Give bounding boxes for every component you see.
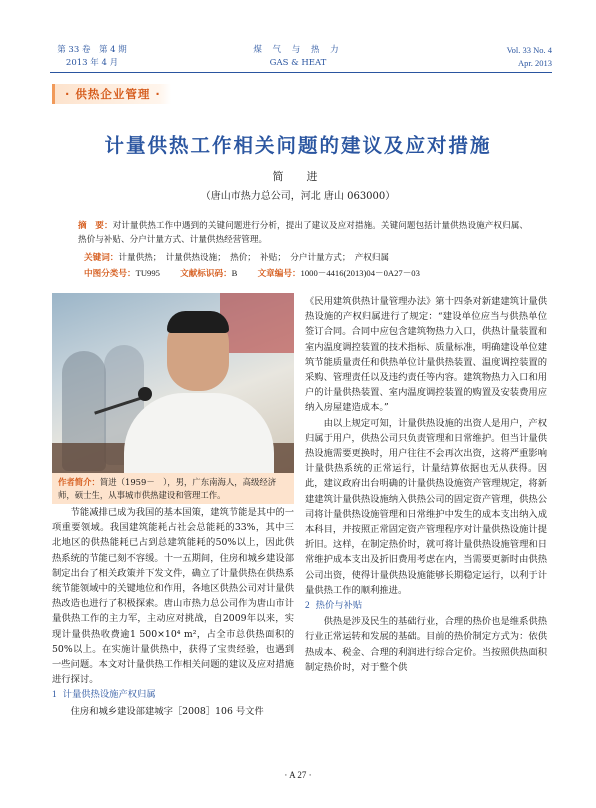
journal-name-cn: 煤 气 与 热 力	[253, 45, 343, 55]
section-heading-text: 热价与补贴	[315, 600, 363, 612]
abstract-text: 对计量供热工作中遇到的关键问题进行分析，提出了建议及应对措施。关键问题包括计量供热设施产权归属、热价与补贴、分户计量方式、计量供热经营管理。	[78, 221, 528, 245]
photo-background-banner	[220, 293, 294, 353]
clc-value: TU995	[135, 268, 160, 278]
section-tag: · 供热企业管理 ·	[52, 84, 171, 104]
journal-name-en: GAS & HEAT	[269, 58, 327, 68]
photo-author-shirt	[124, 393, 274, 473]
article-id-value: 1000－4416(2013)04－0A27－03	[300, 268, 420, 278]
section-heading-text: 计量供热设施产权归属	[62, 689, 156, 701]
article-metadata	[84, 266, 534, 281]
author-bio-label: 作者简介：	[58, 477, 100, 487]
keywords-label: 关键词：	[84, 253, 119, 263]
section-number: 1	[52, 690, 57, 701]
body-column-right	[305, 294, 547, 675]
body-paragraph: 由以上规定可知，计量供热设施的出资人是用户，产权归属于用户，供热公司只负责管理和日常维护。但当计量供热设施需要更换时，用户往往不会再次出资，这将严重影响计量供热系统的正常运行，计量结算依据也无从获得。因此，建议政府出台明确的计量供热设施资产管理规定，将新建建筑计量供热设施纳入供热公司的固定资产管理，供热公司将计量供热设施管理和日常维护中发生的成本支出纳入成本科目，并按照正常固定资产管理程序对计量供热设施计提折旧。这样，在制定热价时，就可将计量供热设施管理和日常维护成本支出及折旧费用考虑在内，当需要更新时由供热公司出资，使得计量供热设施能够长期稳定运行，以利于计量供热工作的顺利推进。	[305, 417, 547, 596]
doc-code-value: B	[231, 268, 238, 278]
volume-issue-en: Vol. 33 No. 4	[506, 45, 552, 55]
body-paragraph: 住房和城乡建设部建城字［2008］106 号文件	[70, 705, 264, 717]
photo-author-hair	[167, 311, 229, 333]
volume-issue: 第 33 卷 第 4 期	[57, 45, 127, 55]
header-rule	[50, 72, 552, 73]
body-paragraph: 《民用建筑供热计量管理办法》第十四条对新建建筑计量供热设施的产权归属进行了规定：“建设单位应当与供热单位签订合同。合同中应包含建筑物热力入口，供热计量装置和室内温度调控装置的技术指标、质量标准，明确建设单位建筑节能质量责任和供热单位计量供热装置、温度调控装置的采购、管理责任以及违约责任等内容。建筑物热力入口和用户的计量供热装置、室内温度调控装置的购置及安装费用应纳入房屋建造成本。”	[305, 296, 547, 414]
photo-microphone	[138, 387, 152, 401]
body-column-left	[52, 505, 294, 719]
section-heading	[52, 687, 294, 703]
publication-date-en: Apr. 2013	[518, 58, 552, 68]
keywords-text: 计量供热； 计量供热设施； 热价； 补贴； 分户计量方式； 产权归属	[118, 253, 390, 263]
page-number: · A 27 ·	[284, 770, 312, 780]
author-affiliation: （唐山市热力总公司，河北 唐山 063000）	[200, 191, 396, 202]
section-heading	[305, 598, 547, 614]
page-header	[0, 0, 596, 70]
author-bio-caption	[52, 473, 294, 504]
clc-label: 中图分类号：	[84, 269, 136, 279]
section-number: 2	[305, 601, 310, 612]
journal-volume-info-en	[507, 44, 552, 70]
journal-volume-info	[52, 44, 132, 70]
author-photo	[52, 293, 294, 473]
publication-date: 2013 年 4 月	[65, 58, 119, 68]
keywords	[84, 251, 534, 265]
article-title: 计量供热工作相关问题的建议及应对措施	[104, 134, 492, 157]
body-paragraph: 供热是涉及民生的基础行业，合理的热价也是维系供热行业正常运转和发展的基础。目前的热价制定方式为：依供热成本、税金、合理的利润进行综合定价。当按照供热面积制定热价时，对于整个供	[305, 616, 547, 673]
abstract	[78, 219, 528, 247]
article-id-label: 文章编号：	[257, 269, 301, 279]
body-paragraph: 节能减排已成为我国的基本国策，建筑节能是其中的一项重要领域。我国建筑能耗占社会总能耗的33%，其中三北地区的供热能耗已占到总建筑能耗的50%以上，因此供热系统的节能已刻不容缓。十一五期间，住房和城乡建设部制定出台了相关政策并下发文件，确立了计量供热在供热系统节能领域中的关键地位和作用，各地区供热公司对计量供热改造也进行了积极探索。唐山市热力总公司作为唐山市计量供热工作的主力军，主动应对挑战，自2009年以来，实现计量供热收费逾1 500×10⁴ m²，占全市总供热面积的50%以上。在实施计量供热中，获得了宝贵经验，也遇到一些问题。本文对计量供热工作相关问题的建议及应对措施进行探讨。	[52, 507, 294, 686]
author-bio-text: 简进（1959－ ），男，广东南海人，高级经济师，硕士生，从事城市供热建设和管理工作。	[58, 477, 277, 500]
article-author: 简 进	[272, 170, 324, 183]
abstract-label: 摘 要：	[78, 221, 113, 231]
journal-name	[248, 44, 348, 70]
doc-code-label: 文献标识码：	[180, 269, 232, 279]
